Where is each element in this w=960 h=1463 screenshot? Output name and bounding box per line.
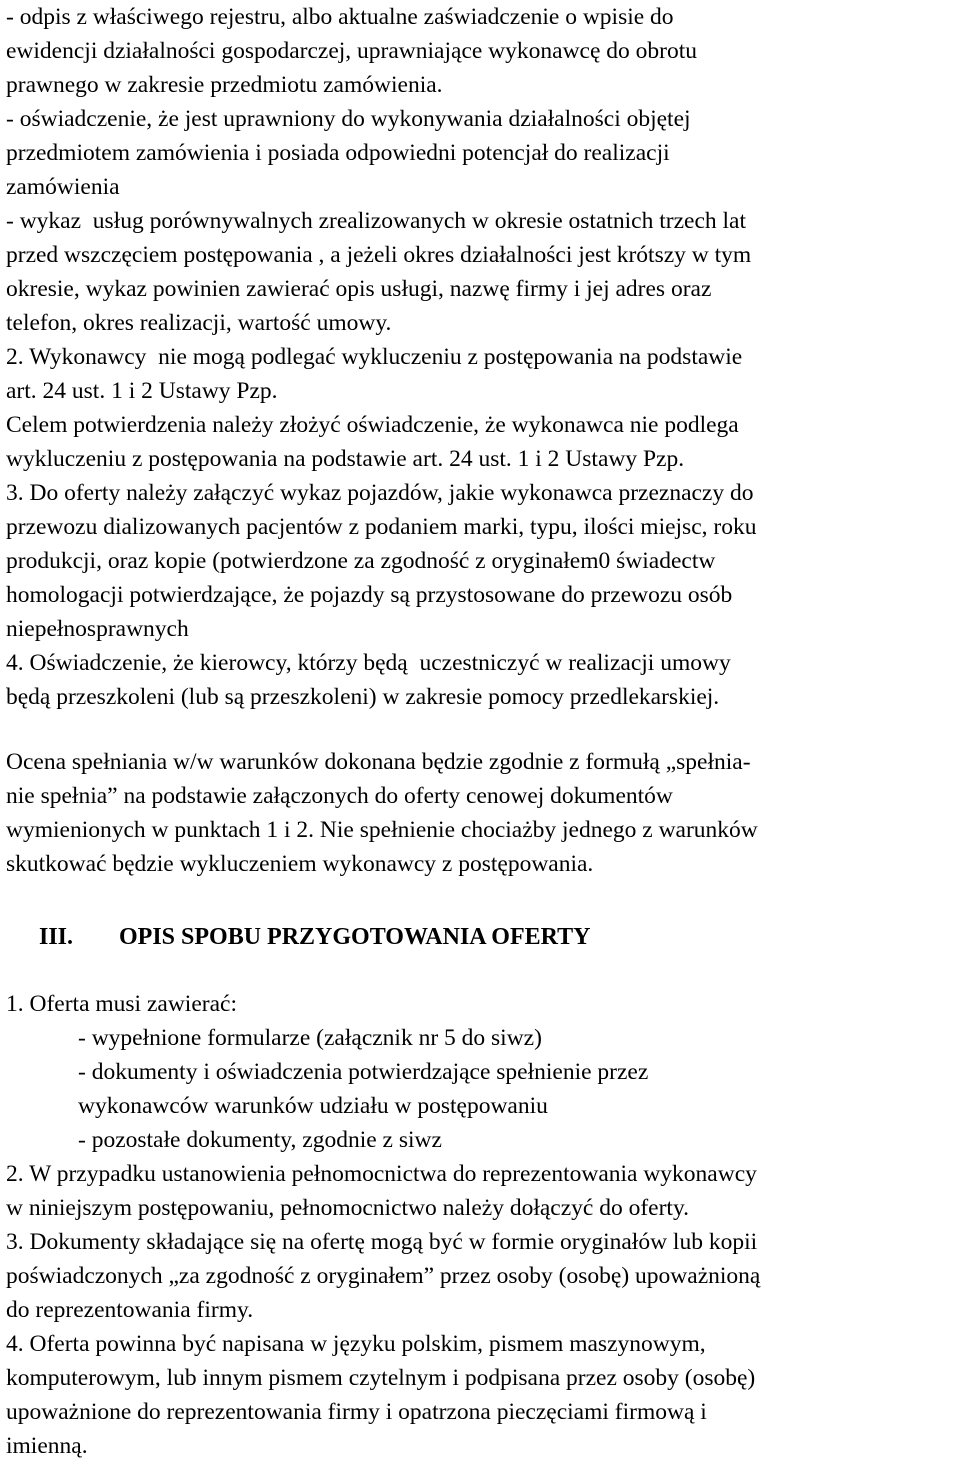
paragraph-gap	[6, 881, 958, 918]
text-line: skutkować będzie wykluczeniem wykonawcy z postępowania.	[6, 851, 594, 877]
text-line: 4. Oferta powinna być napisana w języku polskim, pismem maszynowym,	[6, 1331, 706, 1357]
text-line: - odpis z właściwego rejestru, albo aktualne zaświadczenie o wpisie do	[6, 4, 674, 30]
text-line: będą przeszkoleni (lub są przeszkoleni) w zakresie pomocy przedlekarskiej.	[6, 684, 720, 710]
text-line: 2. Wykonawcy nie mogą podlegać wykluczeniu z postępowania na podstawie	[6, 344, 743, 370]
text-line: przed wszczęciem postępowania , a jeżeli okres działalności jest krótszy w tym	[6, 242, 752, 268]
text-line: komputerowym, lub innym pismem czytelnym i podpisana przez osoby (osobę)	[6, 1365, 756, 1391]
text-line: przedmiotem zamówienia i posiada odpowiedni potencjał do realizacji	[6, 140, 670, 166]
section-title: OPIS SPOBU PRZYGOTOWANIA OFERTY	[119, 924, 591, 950]
text-line: produkcji, oraz kopie (potwierdzone za zgodność z oryginałem0 świadectw	[6, 548, 716, 574]
text-line: zamówienia	[6, 174, 120, 200]
offer-item: - wypełnione formularze (załącznik nr 5 do siwz)	[78, 1025, 542, 1051]
paragraph-gap	[6, 954, 958, 987]
text-line: 2. W przypadku ustanowienia pełnomocnictwa do reprezentowania wykonawcy	[6, 1161, 757, 1187]
section-number: III.	[39, 924, 74, 950]
offer-items-list	[6, 1021, 958, 1157]
paragraph-gap	[6, 714, 958, 745]
offer-item: - pozostałe dokumenty, zgodnie z siwz	[78, 1127, 442, 1153]
text-line: okresie, wykaz powinien zawierać opis usługi, nazwę firmy i jej adres oraz	[6, 276, 712, 302]
evaluation-block	[6, 745, 958, 881]
offer-item: wykonawców warunków udziału w postępowaniu	[78, 1093, 548, 1119]
text-line: do reprezentowania firmy.	[6, 1297, 254, 1323]
text-line: wykluczeniu z postępowania na podstawie art. 24 ust. 1 i 2 Ustawy Pzp.	[6, 446, 685, 472]
text-line: nie spełnia” na podstawie załączonych do oferty cenowej dokumentów	[6, 783, 673, 809]
text-line: 3. Dokumenty składające się na ofertę mogą być w formie oryginałów lub kopii	[6, 1229, 758, 1255]
text-line: niepełnosprawnych	[6, 616, 189, 642]
text-line: przewozu dializowanych pacjentów z podaniem marki, typu, ilości miejsc, roku	[6, 514, 757, 540]
text-line: w niniejszym postępowaniu, pełnomocnictwo należy dołączyć do oferty.	[6, 1195, 690, 1221]
text-line: homologacji potwierdzające, że pojazdy są przystosowane do przewozu osób	[6, 582, 733, 608]
offer-item: - dokumenty i oświadczenia potwierdzające spełnienie przez	[78, 1059, 649, 1085]
text-line: Ocena spełniania w/w warunków dokonana będzie zgodnie z formułą „spełnia-	[6, 749, 751, 775]
text-line: telefon, okres realizacji, wartość umowy.	[6, 310, 392, 336]
text-line: poświadczonych „za zgodność z oryginałem” przez osoby (osobę) upoważnioną	[6, 1263, 761, 1289]
text-line: 4. Oświadczenie, że kierowcy, którzy będą uczestniczyć w realizacji umowy	[6, 650, 731, 676]
text-line: art. 24 ust. 1 i 2 Ustawy Pzp.	[6, 378, 278, 404]
text-line: wymienionych w punktach 1 i 2. Nie spełnienie chociażby jednego z warunków	[6, 817, 758, 843]
offer-intro: 1. Oferta musi zawierać:	[6, 991, 237, 1017]
text-line: 3. Do oferty należy załączyć wykaz pojazdów, jakie wykonawca przeznaczy do	[6, 480, 754, 506]
requirements-block	[6, 0, 958, 714]
text-line: ewidencji działalności gospodarczej, uprawniające wykonawcę do obrotu	[6, 38, 698, 64]
section-heading	[6, 920, 958, 954]
offer-rules-block	[6, 1157, 958, 1463]
text-line: - oświadczenie, że jest uprawniony do wykonywania działalności objętej	[6, 106, 691, 132]
text-line: Celem potwierdzenia należy złożyć oświadczenie, że wykonawca nie podlega	[6, 412, 739, 438]
document-page	[6, 0, 958, 1463]
text-line: - wykaz usług porównywalnych zrealizowanych w okresie ostatnich trzech lat	[6, 208, 746, 234]
text-line: imienną.	[6, 1433, 88, 1459]
text-line: prawnego w zakresie przedmiotu zamówienia.	[6, 72, 443, 98]
text-line: upoważnione do reprezentowania firmy i opatrzona pieczęciami firmową i	[6, 1399, 707, 1425]
